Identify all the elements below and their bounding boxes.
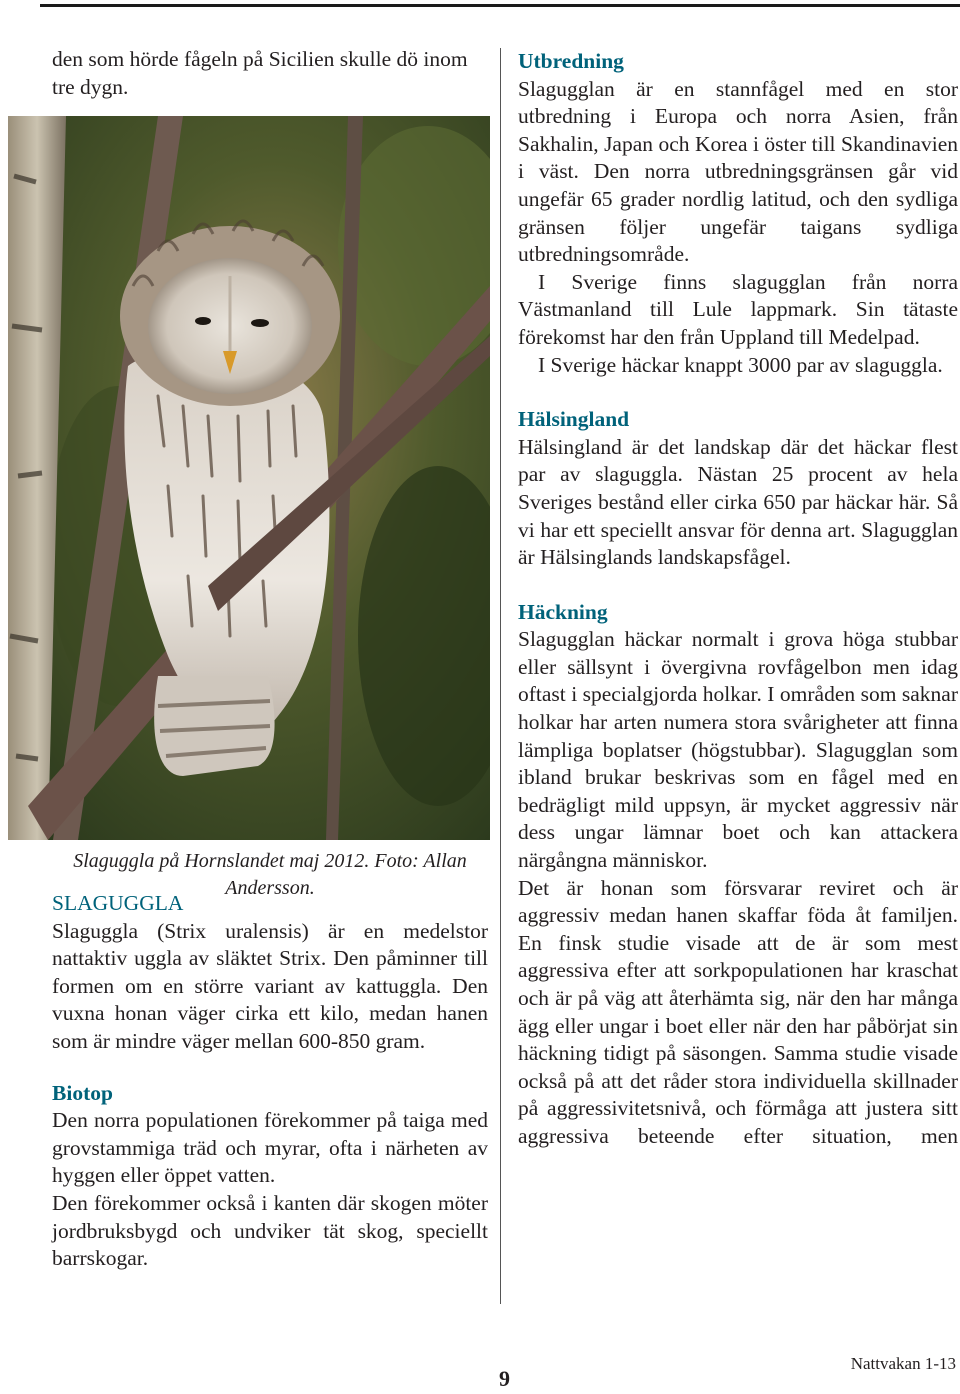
photo-caption: Slaguggla på Hornslandet maj 2012. Foto: Allan Andersson.	[73, 850, 467, 899]
biotop-text-2: Den förekommer också i kanten där skogen möter jordbruksbygd och undviker tät skog, speciellt barrskogar.	[52, 1190, 488, 1271]
column-divider	[500, 48, 501, 1304]
hackning-heading: Häckning	[518, 599, 608, 624]
publication-label: Nattvakan 1-13	[850, 1354, 956, 1373]
biotop-heading: Biotop	[52, 1080, 113, 1105]
species-text: Slaguggla (Strix uralensis) är en medelstor nattaktiv uggla av släktet Strix. Den påminner till formen om en större variant av kattuggla. Den vuxna honan väger cirka ett kilo, medan hanen som är mindre väger mellan 600-850 gram.	[52, 918, 488, 1053]
owl-photo	[8, 116, 490, 840]
right-column	[518, 48, 958, 1151]
page-number: 9	[499, 1366, 510, 1391]
species-heading: SLAGUGGLA	[52, 891, 184, 915]
left-column	[52, 46, 488, 101]
biotop-text-1: Den norra populationen förekommer på taiga med grovstammiga träd och myrar, ofta i närheten av hyggen eller öppet vatten.	[52, 1108, 488, 1188]
intro-text: den som hörde fågeln på Sicilien skulle dö inom tre dygn.	[52, 47, 468, 99]
utbredning-paragraph-3: I Sverige häckar knappt 3000 par av slaguggla.	[538, 352, 943, 377]
utbredning-paragraph-2: I Sverige finns slagugglan från norra Västmanland till Lule lappmark. Sin tätaste förekomst har den från Uppland till Medelpad.	[518, 269, 958, 349]
utbredning-heading: Utbredning	[518, 49, 624, 73]
halsingland-heading: Hälsingland	[518, 407, 630, 432]
top-rule	[40, 4, 960, 7]
left-column-text	[52, 890, 488, 1273]
hackning-paragraph-1: Slagugglan häckar normalt i grova höga stubbar eller sällsynt i övergivna rovfågelbon men idag oftast i specialgjorda holkar. I områden som saknar holkar har arten numera stora svårigheter att finna lämpliga boplatser (högstubbar). Slagugglan som ibland brukar beskrivas som en fågel med en bedrägligt mild uppsyn, är mycket aggressiv när dess ungar lämnar boet och kan attackera närgångna människor.	[518, 627, 958, 873]
halsingland-text: Hälsingland är det landskap där det häckar flest par av slaguggla. Nästan 25 procent av hela Sveriges bestånd eller cirka 650 par häckar här. Så vi har ett speciellt ansvar för denna art. Slagugglan är Hälsinglands landskapsfågel.	[518, 434, 958, 570]
hackning-paragraph-2: Det är honan som försvarar reviret och är aggressiv medan hanen skaffar föda åt familjen. En finsk studie visade att de är som mest aggressiva efter att sorkpopulationen har kraschat och är på väg att återhämta sig, när den har många ägg eller ungar i boet eller när den har påbörjat sin häckning tidigt på säsongen. Samma studie visade också på att det råder stora individuella skillnader på aggressivitetsnivå, och förmåga att justera sitt aggressiva beteende efter situation, men	[518, 875, 958, 1148]
utbredning-paragraph-1: Slagugglan är en stannfågel med en stor utbredning i Europa och norra Asien, från Sakhalin, Japan och Korea i öster till Skandinavien i väst. Den norra utbredningsgränsen går vid ungefär 65 grader nordlig latitud, och den sydliga gränsen följer ungefär taigans sydliga utbredningsområde.	[518, 76, 958, 267]
